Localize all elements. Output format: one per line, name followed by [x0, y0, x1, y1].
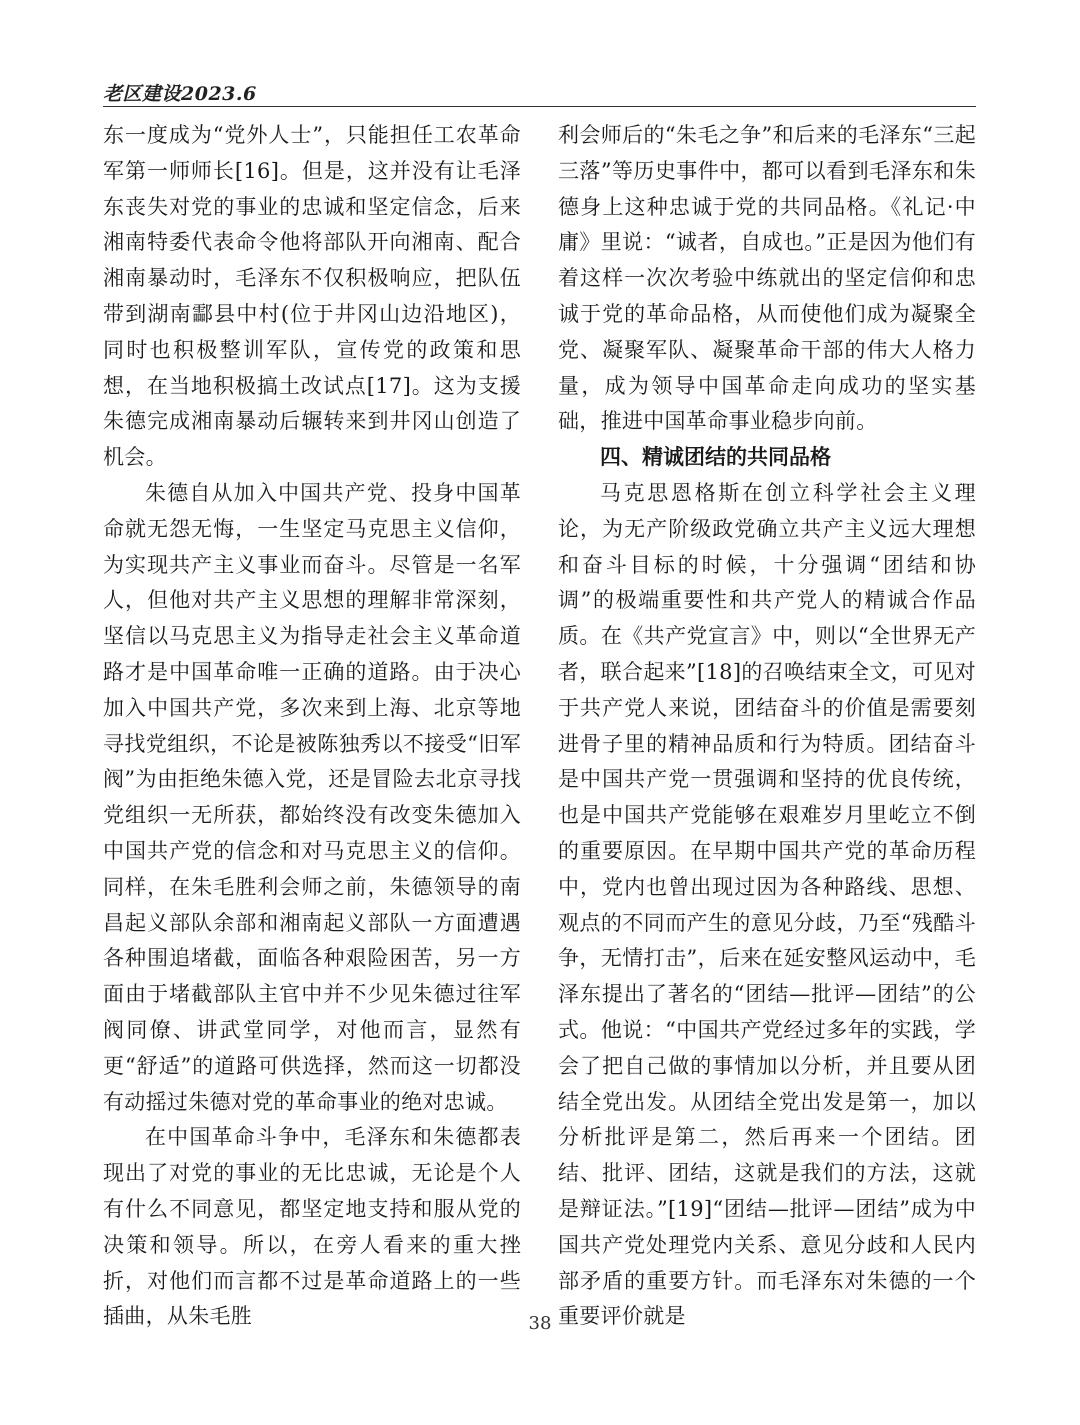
right-column	[558, 118, 976, 1335]
page-number: 38	[528, 1313, 552, 1334]
paragraph: 利会师后的“朱毛之争”和后来的毛泽东“三起三落”等历史事件中，都可以看到毛泽东和朱德身上这种忠诚于党的共同品格。《礼记·中庸》里说：“诚者，自成也。”正是因为他们有着这样一次次考验中练就出的坚定信仰和忠诚于党的革命品格，从而使他们成为凝聚全党、凝聚军队、凝聚革命干部的伟大人格力量，成为领导中国革命走向成功的坚实基础，推进中国革命事业稳步向前。	[558, 123, 976, 434]
paragraph: 在中国革命斗争中，毛泽东和朱德都表现出了对党的事业的无比忠诚，无论是个人有什么不同意见，都坚定地支持和服从党的决策和领导。所以，在旁人看来的重大挫折，对他们而言都不过是革命道路上的一些插曲，从朱毛胜	[103, 1125, 521, 1329]
paragraph: 朱德自从加入中国共产党、投身中国革命就无怨无悔，一生坚定马克思主义信仰，为实现共产主义事业而奋斗。尽管是一名军人，但他对共产主义思想的理解非常深刻，坚信以马克思主义为指导走社会主义革命道路才是中国革命唯一正确的道路。由于决心加入中国共产党，多次来到上海、北京等地寻找党组织，不论是被陈独秀以不接受“旧军阀”为由拒绝朱德入党，还是冒险去北京寻找党组织一无所获，都始终没有改变朱德加入中国共产党的信念和对马克思主义的信仰。同样，在朱毛胜利会师之前，朱德领导的南昌起义部队余部和湘南起义部队一方面遭遇各种围追堵截，面临各种艰险困苦，另一方面由于堵截部队主官中并不少见朱德过往军阀同僚、讲武堂同学，对他而言，显然有更“舒适”的道路可供选择，然而这一切都没有动摇过朱德对党的革命事业的绝对忠诚。	[103, 480, 521, 1114]
header-rule	[103, 106, 976, 107]
page-header	[103, 76, 976, 106]
left-column	[103, 118, 521, 1335]
section-heading: 四、精诚团结的共同品格	[600, 445, 831, 470]
journal-title: 老区建设2023.6	[103, 83, 257, 105]
paragraph: 马克思恩格斯在创立科学社会主义理论，为无产阶级政党确立共产主义远大理想和奋斗目标的时候，十分强调“团结和协调”的极端重要性和共产党人的精诚合作品质。在《共产党宣言》中，则以“全世界无产者，联合起来”[18]的召唤结束全文，可见对于共产党人来说，团结奋斗的价值是需要刻进骨子里的精神品质和行为特质。团结奋斗是中国共产党一贯强调和坚持的优良传统，也是中国共产党能够在艰难岁月里屹立不倒的重要原因。在早期中国共产党的革命历程中，党内也曾出现过因为各种路线、思想、观点的不同而产生的意见分歧，乃至“残酷斗争，无情打击”，后来在延安整风运动中，毛泽东提出了著名的“团结—批评—团结”的公式。他说：“中国共产党经过多年的实践，学会了把自己做的事情加以分析，并且要从团结全党出发。从团结全党出发是第一，加以分析批评是第二，然后再来一个团结。团结、批评、团结，这就是我们的方法，这就是辩证法。”[19]“团结—批评—团结”成为中国共产党处理党内关系、意见分歧和人民内部矛盾的重要方针。而毛泽东对朱德的一个重要评价就是	[558, 480, 976, 1329]
paragraph: 东一度成为“党外人士”，只能担任工农革命军第一师师长[16]。但是，这并没有让毛泽东丧失对党的事业的忠诚和坚定信念，后来湘南特委代表命令他将部队开向湘南、配合湘南暴动时，毛泽东不仅积极响应，把队伍带到湖南酃县中村(位于井冈山边沿地区)，同时也积极整训军队，宣传党的政策和思想，在当地积极搞土改试点[17]。这为支援朱德完成湘南暴动后辗转来到井冈山创造了机会。	[103, 123, 521, 470]
